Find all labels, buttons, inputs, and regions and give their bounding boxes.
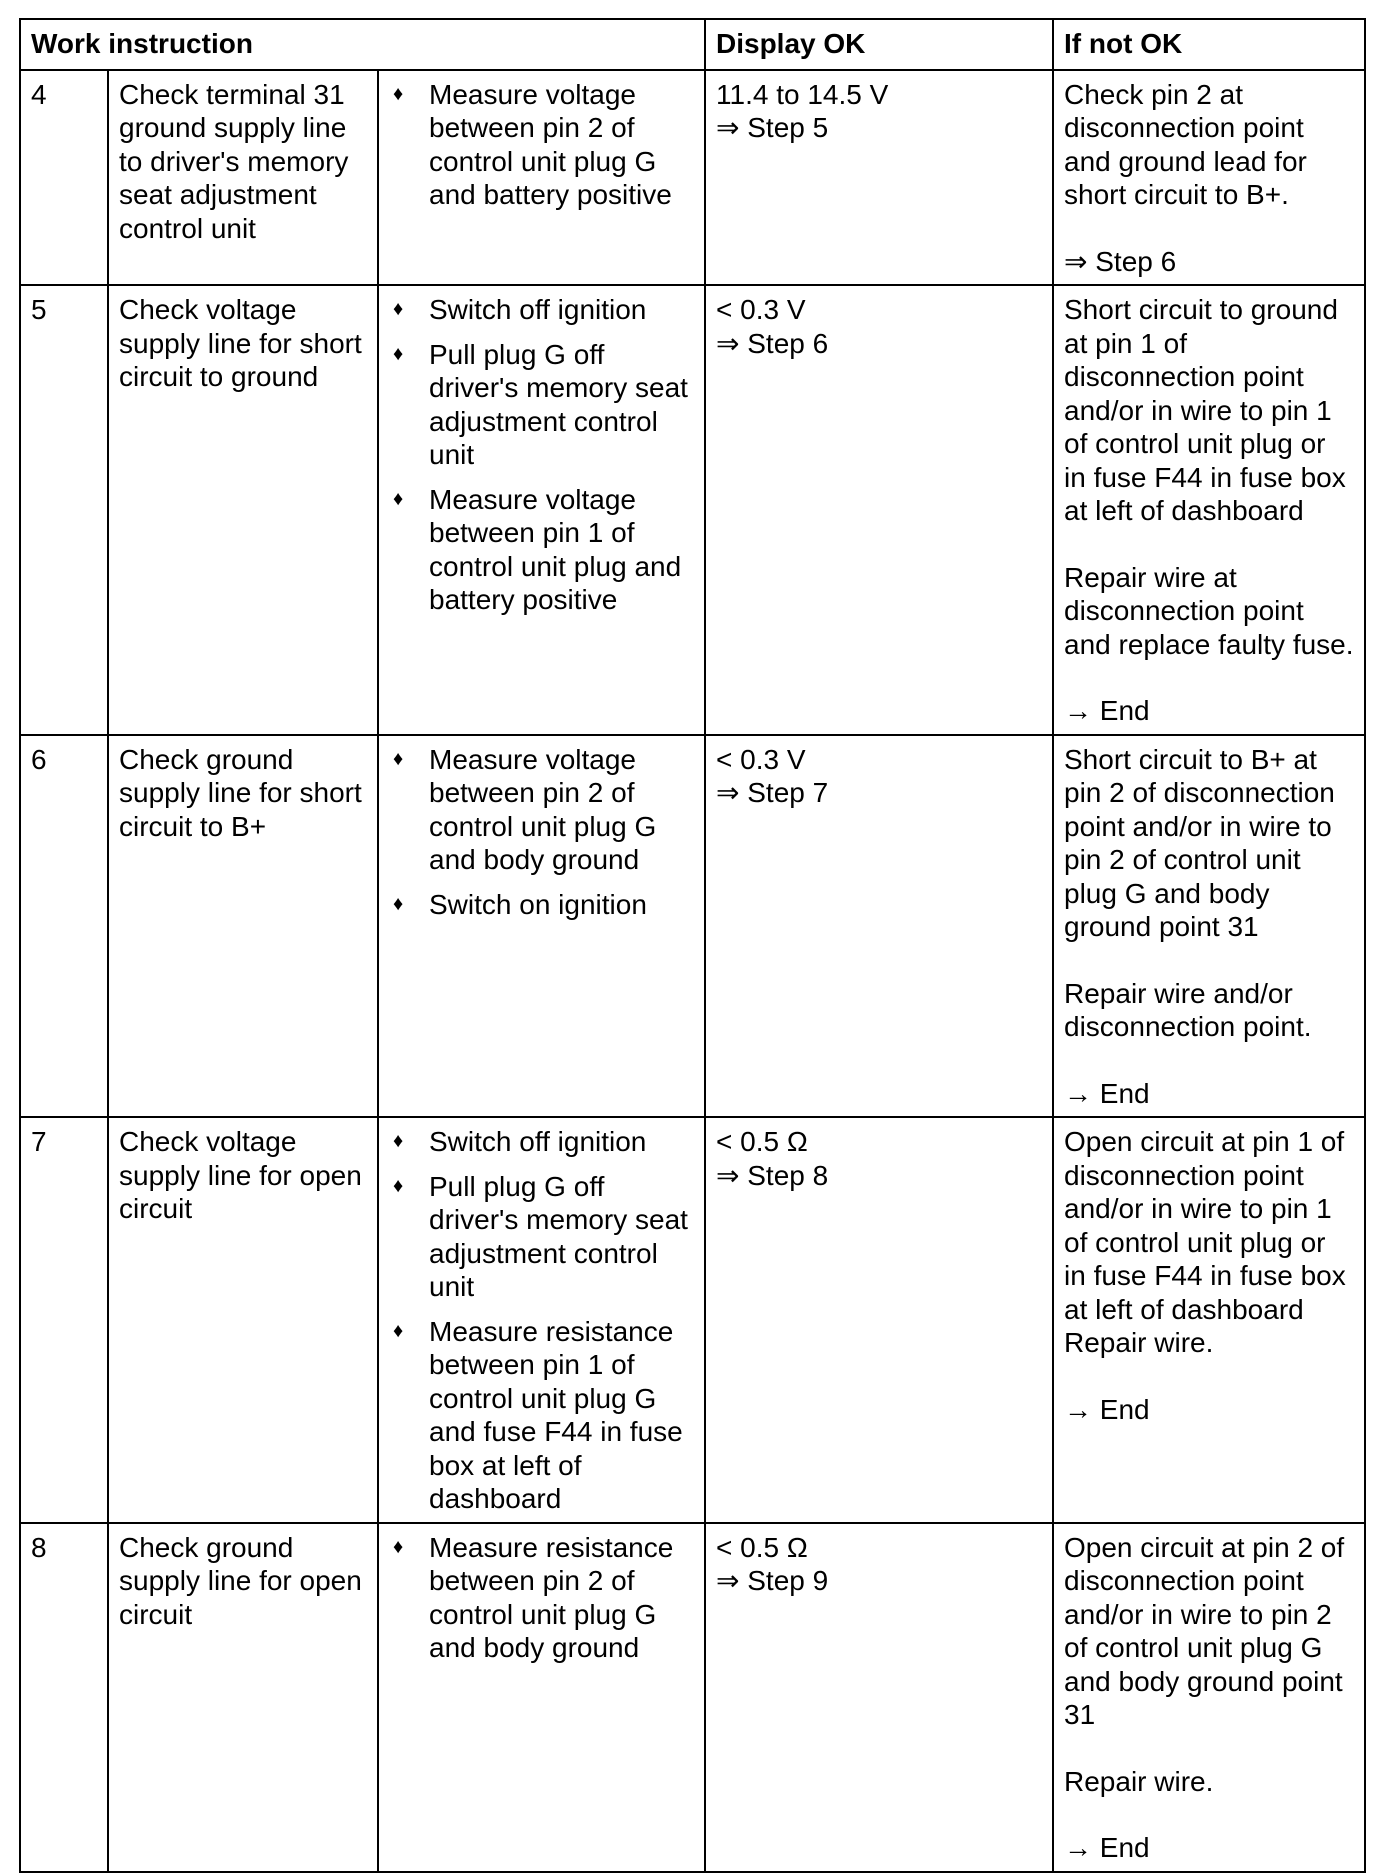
- next-step: ⇒ Step 6: [716, 327, 829, 359]
- list-item: ♦ Measure resistance between pin 1 of control unit plug G and fuse F44 in fuse box at left of dashboard: [393, 1315, 683, 1514]
- list-item: ♦ Pull plug G off driver's memory seat adjustment control unit: [393, 338, 688, 470]
- list-item: ♦ Measure voltage between pin 2 of control unit plug G and body ground: [393, 743, 657, 875]
- header-if-not-ok: If not OK: [1053, 19, 1365, 70]
- remedy-text: Short circuit to B+ at pin 2 of disconnection point and/or in wire to pin 2 of control unit plug G and body ground point 31: [1064, 743, 1335, 942]
- check-description: Check voltage supply line for open circuit: [108, 1117, 378, 1523]
- bullet-diamond-icon: ♦: [393, 1174, 404, 1197]
- step-number: 6: [20, 735, 108, 1118]
- display-ok-cell: [705, 70, 1053, 286]
- bullet-diamond-icon: ♦: [393, 892, 404, 915]
- bullet-diamond-icon: ♦: [393, 298, 404, 320]
- bullet-diamond-icon: ♦: [393, 1319, 404, 1342]
- check-description: Check ground supply line for short circuit to B+: [108, 735, 378, 1118]
- list-item: ♦ Measure resistance between pin 2 of control unit plug G and body ground: [393, 1531, 674, 1663]
- bullet-diamond-icon: ♦: [393, 1535, 404, 1558]
- step-number: 7: [20, 1117, 108, 1523]
- remedy-text: Open circuit at pin 2 of disconnection point and/or in wire to pin 2 of control unit plug G and body ground point 31: [1064, 1531, 1345, 1730]
- if-not-ok-cell: [1053, 1523, 1365, 1872]
- remedy-text: Short circuit to ground at pin 1 of disconnection point and/or in wire to pin 1 of control unit plug or in fuse F44 in fuse box at left of dashboard: [1064, 294, 1346, 526]
- table-row: [20, 1523, 1365, 1872]
- step-number: 8: [20, 1523, 108, 1872]
- remedy-text: Open circuit at pin 1 of disconnection point and/or in wire to pin 1 of control unit plug or in fuse F44 in fuse box at left of dashboard Repair wire.: [1064, 1126, 1346, 1358]
- list-item: ♦ Measure voltage between pin 2 of control unit plug G and battery positive: [393, 78, 672, 210]
- work-instruction-table: [19, 18, 1366, 1873]
- list-item: ♦ Pull plug G off driver's memory seat adjustment control unit: [393, 1170, 688, 1302]
- check-description: Check voltage supply line for short circuit to ground: [108, 285, 378, 735]
- remedy-text: Repair wire at disconnection point and replace faulty fuse.: [1064, 561, 1354, 660]
- next-step: ⇒ Step 8: [716, 1159, 829, 1191]
- display-value: < 0.3 V: [716, 743, 806, 775]
- remedy-text: Repair wire.: [1064, 1765, 1214, 1797]
- action-list: [378, 70, 705, 286]
- display-ok-cell: [705, 285, 1053, 735]
- list-item: ♦ Switch off ignition: [393, 294, 647, 325]
- bullet-diamond-icon: ♦: [393, 487, 404, 510]
- header-work-instruction: Work instruction: [20, 19, 705, 70]
- header-display-ok: Display OK: [705, 19, 1053, 70]
- display-value: < 0.5 Ω: [716, 1531, 808, 1563]
- remedy-next: → End: [1064, 695, 1150, 726]
- remedy-next: → End: [1064, 1077, 1150, 1109]
- table-row: [20, 1117, 1365, 1523]
- next-step: ⇒ Step 9: [716, 1565, 829, 1596]
- table-row: [20, 70, 1365, 286]
- list-item: ♦ Measure voltage between pin 1 of control unit plug and battery positive: [393, 483, 682, 615]
- display-value: < 0.5 Ω: [716, 1126, 808, 1157]
- remedy-next: ⇒ Step 6: [1064, 245, 1177, 277]
- next-step: ⇒ Step 7: [716, 777, 829, 808]
- bullet-diamond-icon: ♦: [393, 342, 404, 365]
- display-ok-cell: [705, 735, 1053, 1118]
- check-description: Check ground supply line for open circuit: [108, 1523, 378, 1872]
- list-item: ♦ Switch off ignition: [393, 1126, 647, 1157]
- remedy-text: Repair wire and/or disconnection point.: [1064, 977, 1312, 1042]
- action-list: [378, 285, 705, 735]
- work-instruction-sheet: [19, 18, 1364, 1873]
- step-number: 4: [20, 70, 108, 286]
- next-step: ⇒ Step 5: [716, 112, 829, 143]
- if-not-ok-cell: [1053, 735, 1365, 1118]
- bullet-diamond-icon: ♦: [393, 747, 404, 770]
- display-value: < 0.3 V: [716, 294, 806, 325]
- display-ok-cell: [705, 1523, 1053, 1872]
- table-row: [20, 285, 1365, 735]
- if-not-ok-cell: [1053, 1117, 1365, 1523]
- remedy-next: → End: [1064, 1832, 1150, 1863]
- bullet-diamond-icon: ♦: [393, 82, 404, 105]
- table-header-row: [20, 19, 1365, 70]
- if-not-ok-cell: [1053, 285, 1365, 735]
- if-not-ok-cell: [1053, 70, 1365, 286]
- remedy-text: Check pin 2 at disconnection point and ground lead for short circuit to B+.: [1064, 78, 1307, 210]
- table-row: [20, 735, 1365, 1118]
- remedy-next: → End: [1064, 1393, 1150, 1425]
- action-list: [378, 1523, 705, 1872]
- bullet-diamond-icon: ♦: [393, 1130, 404, 1152]
- list-item: ♦ Switch on ignition: [393, 888, 647, 920]
- action-list: [378, 1117, 705, 1523]
- step-number: 5: [20, 285, 108, 735]
- display-value: 11.4 to 14.5 V: [716, 78, 889, 110]
- action-list: [378, 735, 705, 1118]
- check-description: Check terminal 31 ground supply line to driver's memory seat adjustment control unit: [108, 70, 378, 286]
- display-ok-cell: [705, 1117, 1053, 1523]
